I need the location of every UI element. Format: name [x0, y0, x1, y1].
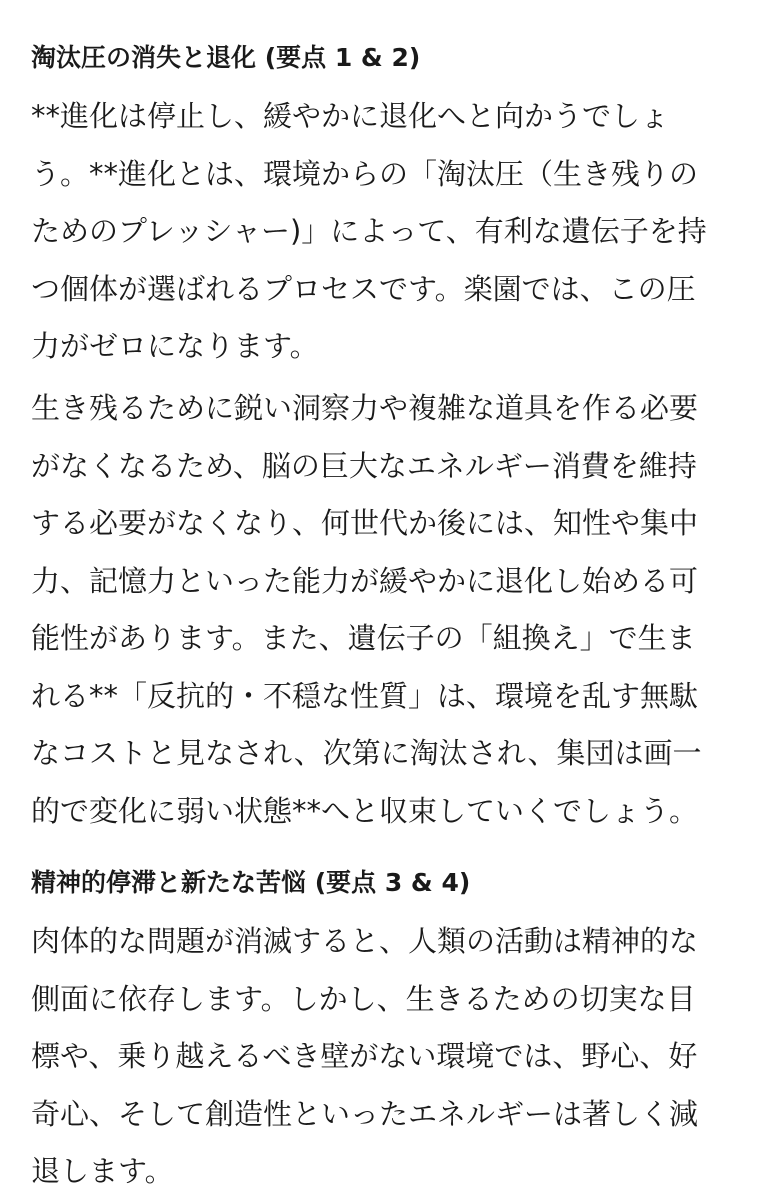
- paragraph-mental-stagnation: [31, 913, 735, 1201]
- text-line: 側面に依存します。しかし、生きるための切実な目: [31, 981, 696, 1016]
- text-line: 生き残るために鋭い洞察力や複雑な道具を作る必要: [31, 391, 699, 425]
- text-line: 能性があります。また、遺伝子の「組換え」で生ま: [31, 621, 696, 655]
- paragraph-evolution-stop: [31, 88, 735, 376]
- text-line: う。**進化とは、環境からの「淘汰圧（生き残りの: [31, 156, 699, 191]
- text-line: なコストと見なされ、次第に淘汰され、集団は画一: [31, 736, 702, 770]
- text-line: 肉体的な問題が消滅すると、人類の活動は精神的な: [31, 924, 699, 958]
- section-heading-1: 淘汰圧の消失と退化 (要点 1 & 2): [31, 43, 421, 72]
- paragraph-degeneration: [31, 380, 735, 840]
- text-line: がなくなるため、脳の巨大なエネルギー消費を維持: [31, 448, 697, 483]
- text-line: 力、記憶力といった能力が緩やかに退化し始める可: [31, 563, 699, 598]
- text-line: 力がゼロになります。: [31, 329, 319, 363]
- text-line: つ個体が選ばれるプロセスです。楽園では、この圧: [31, 271, 696, 306]
- text-line: 標や、乗り越えるべき壁がない環境では、野心、好: [31, 1039, 698, 1073]
- text-line: 奇心、そして創造性といったエネルギーは著しく減: [31, 1096, 699, 1131]
- text-line: **進化は停止し、緩やかに退化へと向かうでしょ: [31, 99, 670, 133]
- text-line: する必要がなくなり、何世代か後には、知性や集中: [31, 506, 699, 540]
- text-line: ためのプレッシャー)」によって、有利な遺伝子を持: [31, 214, 707, 248]
- text-line: 退します。: [31, 1154, 174, 1188]
- section-heading-2: 精神的停滞と新たな苦悩 (要点 3 & 4): [31, 868, 471, 897]
- text-line: 的で変化に弱い状態**へと収束していくでしょう。: [31, 793, 699, 828]
- text-line: れる**「反抗的・不穏な性質」は、環境を乱す無駄: [31, 678, 699, 713]
